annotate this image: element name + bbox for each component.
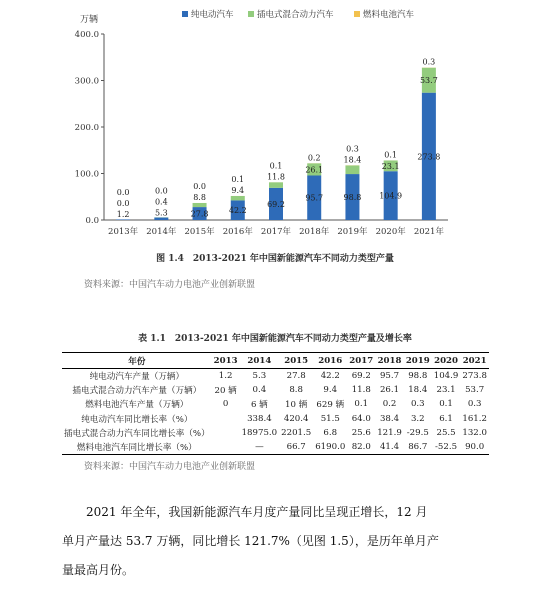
table-cell: 273.8 bbox=[462, 371, 487, 382]
x-tick-label: 2020年 bbox=[375, 227, 406, 237]
x-tick-label: 2016年 bbox=[222, 227, 253, 237]
header-cell: 2021 bbox=[462, 355, 487, 366]
table-cell: 1.2 bbox=[218, 371, 233, 382]
data-label: 0.2 bbox=[307, 153, 321, 163]
data-label: 0.1 bbox=[384, 150, 398, 160]
table-cell: -52.5 bbox=[435, 442, 458, 453]
table-cell: 338.4 bbox=[247, 413, 272, 424]
row-label: 纯电动汽车同比增长率（%） bbox=[81, 414, 193, 425]
table-cell: 2201.5 bbox=[281, 427, 312, 438]
table-cell: 9.4 bbox=[323, 385, 338, 396]
paragraph-line: 单月产量达 53.7 万辆，同比增长 121.7%（见图 1.5），是历年单月产 bbox=[62, 534, 439, 548]
table-cell: 0.1 bbox=[354, 399, 369, 410]
data-label: 104.9 bbox=[379, 191, 403, 201]
table-cell: 629 辆 bbox=[316, 400, 345, 411]
figure-caption: 图 1.4 2013-2021 年中国新能源汽车不同动力类型产量 bbox=[156, 254, 394, 264]
row-label: 纯电动汽车产量（万辆） bbox=[89, 372, 185, 383]
table-cell: 86.7 bbox=[408, 442, 428, 453]
x-tick-label: 2013年 bbox=[108, 227, 139, 237]
table-cell: 161.2 bbox=[462, 413, 487, 424]
x-tick-label: 2014年 bbox=[146, 227, 177, 237]
data-label: 8.8 bbox=[193, 192, 206, 202]
x-tick-label: 2018年 bbox=[299, 227, 330, 237]
table-cell: 23.1 bbox=[436, 385, 456, 396]
stacked-bar-chart bbox=[0, 0, 550, 248]
x-tick-label: 2015年 bbox=[184, 227, 215, 237]
table-cell bbox=[212, 426, 240, 440]
legend-label: 插电式混合动力汽车 bbox=[257, 10, 334, 20]
table-cell: 42.2 bbox=[320, 371, 340, 382]
table-source: 资料来源：中国汽车动力电池产业创新联盟 bbox=[84, 462, 256, 472]
table-cell: 420.4 bbox=[283, 413, 309, 424]
row-label: 插电式混合动力汽车同比增长率（%） bbox=[64, 428, 210, 439]
table-cell: 18975.0 bbox=[241, 427, 278, 438]
x-tick-label: 2021年 bbox=[413, 227, 444, 237]
table-row bbox=[62, 412, 489, 426]
table-cell bbox=[212, 440, 240, 455]
table-cell: 0.3 bbox=[410, 399, 425, 410]
data-label: 98.8 bbox=[343, 193, 362, 203]
table-cell: 64.0 bbox=[351, 413, 371, 424]
data-label: 273.8 bbox=[417, 152, 441, 162]
data-label: 11.8 bbox=[267, 172, 285, 182]
legend-label: 燃料电池汽车 bbox=[363, 10, 415, 20]
data-label: 0.0 bbox=[116, 199, 130, 208]
table-cell: 53.7 bbox=[465, 385, 485, 396]
header-cell: 2017 bbox=[349, 355, 374, 366]
y-tick-label: 300.0 bbox=[74, 76, 99, 87]
data-label: 1.2 bbox=[116, 210, 130, 219]
figure-source: 资料来源：中国汽车动力电池产业创新联盟 bbox=[84, 280, 256, 290]
table-cell: 0.2 bbox=[382, 399, 397, 410]
header-cell: 2018 bbox=[377, 355, 402, 366]
data-label: 69.2 bbox=[267, 199, 285, 209]
table-cell: 0.3 bbox=[467, 399, 482, 410]
table-cell: -29.5 bbox=[406, 427, 429, 438]
table-cell: 82.0 bbox=[351, 442, 371, 453]
table-cell: 27.8 bbox=[286, 371, 306, 382]
table-row bbox=[62, 369, 489, 384]
table-cell: 69.2 bbox=[351, 371, 371, 382]
table-cell: 8.8 bbox=[289, 385, 304, 396]
bar-segment bbox=[116, 219, 130, 220]
header-cell: 2020 bbox=[434, 355, 459, 366]
y-tick-label: 400.0 bbox=[74, 30, 99, 40]
header-cell: 2015 bbox=[284, 355, 309, 366]
table-cell: 6 辆 bbox=[250, 400, 268, 411]
table-cell: 18.4 bbox=[408, 385, 428, 396]
header-cell: 2019 bbox=[405, 355, 430, 366]
body-paragraph bbox=[62, 498, 482, 585]
header-cell: 2014 bbox=[247, 355, 272, 366]
table-cell: 98.8 bbox=[408, 371, 428, 382]
y-axis-unit-label: 万辆 bbox=[80, 15, 99, 25]
bar-segment bbox=[269, 182, 283, 187]
data-label: 26.1 bbox=[305, 165, 324, 175]
data-label: 95.7 bbox=[305, 193, 324, 203]
table-row bbox=[62, 397, 489, 411]
header-cell: 年份 bbox=[128, 356, 146, 367]
bar-segment bbox=[345, 166, 359, 175]
table-cell: 25.5 bbox=[436, 427, 456, 438]
table-cell: 0 bbox=[222, 399, 229, 410]
x-tick-label: 2019年 bbox=[337, 227, 368, 237]
table-cell: 6190.0 bbox=[315, 442, 346, 453]
table-cell: 25.6 bbox=[351, 427, 371, 438]
row-label: 燃料电池汽车同比增长率（%） bbox=[76, 443, 197, 454]
data-label: 9.4 bbox=[231, 185, 245, 195]
table-cell: 20 辆 bbox=[214, 386, 237, 397]
legend-swatch bbox=[248, 11, 254, 17]
data-label: 23.1 bbox=[381, 161, 400, 171]
data-label: 0.1 bbox=[269, 161, 283, 171]
table-cell: 6.8 bbox=[323, 427, 338, 438]
paragraph-line: 2021 年全年，我国新能源汽车月度产量同比呈现正增长，12 月 bbox=[62, 505, 428, 519]
data-label: 0.3 bbox=[346, 144, 359, 154]
table-cell: 95.7 bbox=[379, 371, 400, 382]
y-tick-label: 100.0 bbox=[74, 169, 99, 180]
data-label: 0.0 bbox=[116, 188, 130, 197]
legend-swatch bbox=[354, 11, 360, 17]
x-tick-label: 2017年 bbox=[260, 227, 292, 237]
table-cell: 66.7 bbox=[286, 442, 306, 453]
table-cell: 3.2 bbox=[410, 413, 425, 424]
header-cell: 2013 bbox=[213, 355, 238, 366]
table-cell: 5.3 bbox=[252, 371, 267, 382]
table-cell: 121.9 bbox=[377, 427, 402, 438]
table-cell: 26.1 bbox=[379, 385, 400, 396]
data-label: 0.0 bbox=[193, 181, 206, 191]
paragraph-line: 量最高月份。 bbox=[62, 563, 135, 577]
data-label: 0.0 bbox=[154, 186, 168, 196]
table-cell: 51.5 bbox=[320, 413, 340, 424]
header-cell: 2016 bbox=[318, 355, 343, 366]
bar-segment bbox=[231, 196, 245, 200]
table-cell: 132.0 bbox=[462, 427, 487, 438]
bar-segment bbox=[193, 203, 207, 207]
data-label: 0.3 bbox=[422, 57, 436, 67]
data-label: 0.4 bbox=[154, 197, 168, 207]
data-label: 0.1 bbox=[231, 174, 245, 184]
table-row bbox=[62, 426, 489, 440]
table-cell: 10 辆 bbox=[285, 400, 308, 411]
data-label: 53.7 bbox=[419, 76, 438, 86]
table-cell: 11.8 bbox=[351, 385, 371, 396]
legend-label: 纯电动汽车 bbox=[191, 10, 234, 20]
data-label: 27.8 bbox=[190, 209, 209, 219]
table-caption: 表 1.1 2013-2021 年中国新能源汽车不同动力类型产量及增长率 bbox=[138, 334, 412, 344]
table-cell: 0.1 bbox=[439, 399, 453, 410]
table-row bbox=[62, 440, 489, 455]
row-label: 插电式混合动力汽车产量（万辆） bbox=[72, 386, 202, 397]
table-cell: — bbox=[255, 442, 264, 453]
data-label: 5.3 bbox=[154, 208, 168, 218]
row-label: 燃料电池汽车产量（万辆） bbox=[85, 400, 189, 411]
table-cell: 104.9 bbox=[433, 371, 459, 382]
table-header-row bbox=[62, 353, 489, 369]
y-tick-label: 0.0 bbox=[85, 216, 99, 226]
data-label: 42.2 bbox=[228, 206, 247, 216]
production-table bbox=[62, 352, 489, 455]
table-cell: 41.4 bbox=[379, 442, 400, 453]
bar-segment bbox=[154, 218, 168, 220]
table-cell: 90.0 bbox=[465, 442, 485, 453]
table-cell: 38.4 bbox=[379, 413, 400, 424]
table-cell: 6.1 bbox=[439, 413, 453, 424]
legend-swatch bbox=[182, 11, 188, 17]
table-row bbox=[62, 383, 489, 397]
table-cell: 0.4 bbox=[252, 385, 267, 396]
table-cell bbox=[212, 412, 240, 426]
data-label: 18.4 bbox=[343, 155, 362, 165]
y-tick-label: 200.0 bbox=[74, 123, 99, 133]
